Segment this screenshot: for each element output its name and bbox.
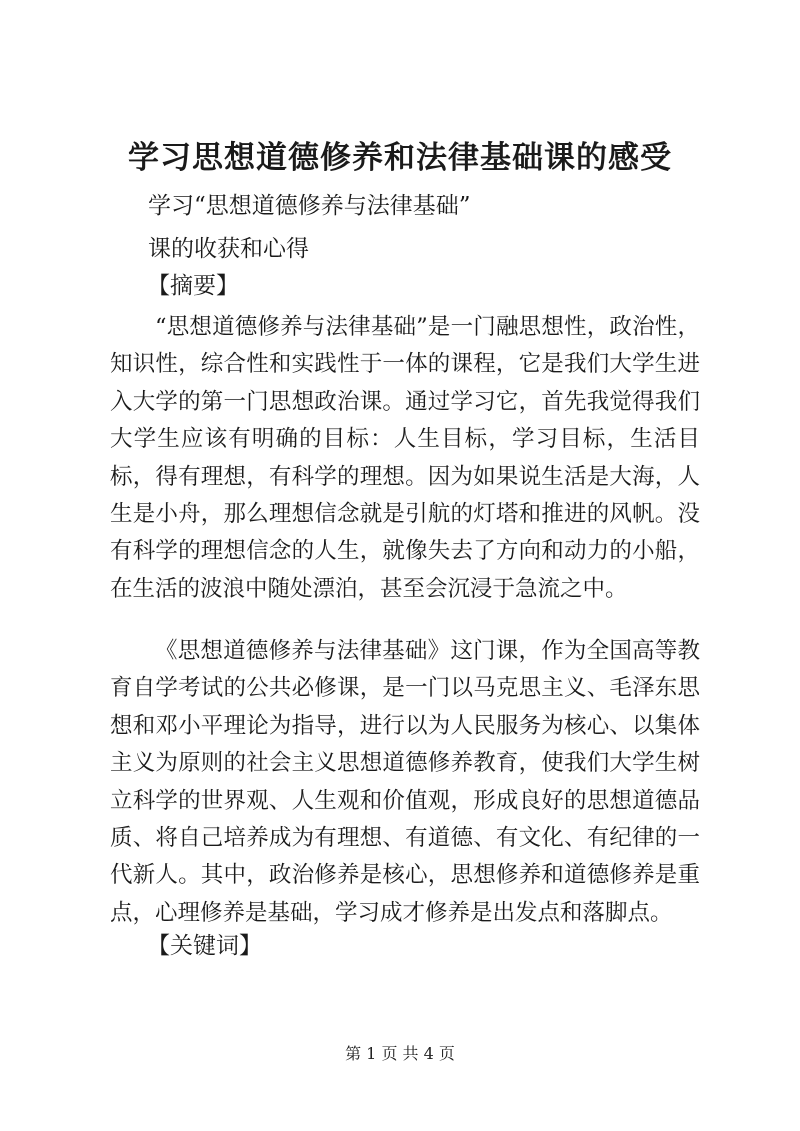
body-paragraph: 《思想道德修养与法律基础》这门课，作为全国高等教育自学考试的公共必修课，是一门以马克思主义、毛泽东思想和邓小平理论为指导，进行以为人民服务为核心、以集体主义为原则的社会主义思想道德修养教育，使我们大学生树立科学的世界观、人生观和价值观，形成良好的思想道德品质、将自己培养成为有理想、有道德、有文化、有纪律的一代新人。其中，政治修养是核心，思想修养和道德修养是重点，心理修养是基础，学习成才修养是出发点和落脚点。 xyxy=(110,638,700,926)
body-paragraph: “思想道德修养与法律基础”是一门融思想性，政治性，知识性，综合性和实践性于一体的课程，它是我们大学生进入大学的第一门思想政治课。通过学习它，首先我觉得我们大学生应该有明确的目标：人生目标，学习目标，生活目标，得有理想，有科学的理想。因为如果说生活是大海，人生是小舟，那么理想信念就是引航的灯塔和推进的风帆。没有科学的理想信念的人生，就像失去了方向和动力的小船，在生活的波浪中随处漂泊，甚至会沉浸于急流之中。 xyxy=(110,314,700,602)
abstract-heading: 【摘要】 xyxy=(147,273,239,299)
keywords-heading: 【关键词】 xyxy=(147,933,262,959)
document-title: 学习思想道德修养和法律基础课的感受 xyxy=(128,140,672,176)
subtitle-line-2: 课的收获和心得 xyxy=(148,236,309,262)
page-indicator: 第 1 页 共 4 页 xyxy=(345,1044,455,1063)
subtitle-line-1: 学习“思想道德修养与法律基础” xyxy=(148,193,471,219)
